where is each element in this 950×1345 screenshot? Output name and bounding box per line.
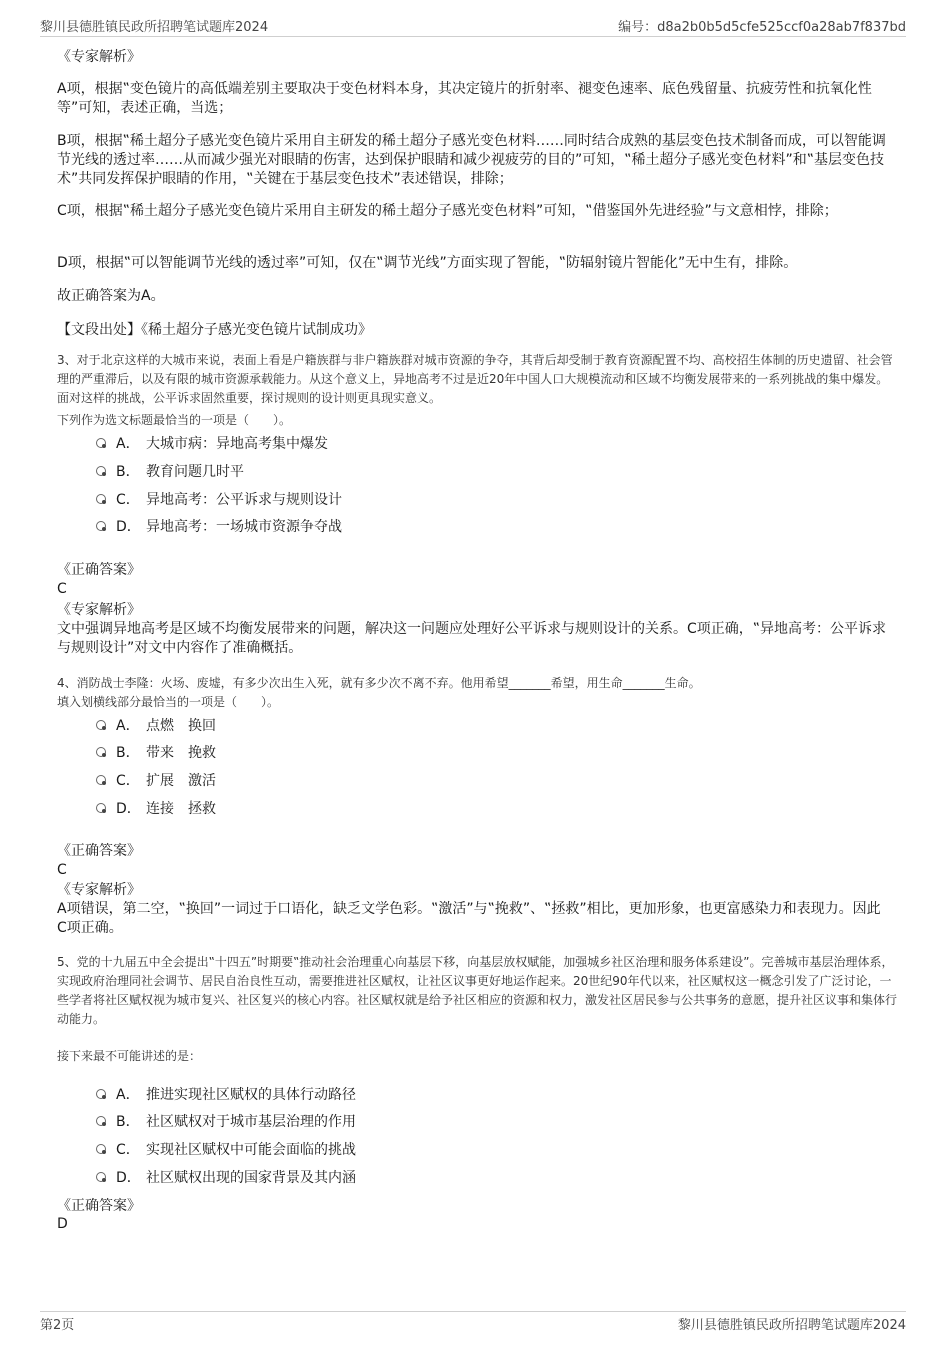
option-text: 带来 挽救 [146, 745, 216, 761]
q2-conclusion: 故正确答案为A。 [57, 288, 165, 304]
q5-prompt: 接下来最不可能讲述的是： [57, 1049, 202, 1063]
page-footer [40, 1311, 906, 1334]
option-letter: C． [116, 1142, 140, 1158]
q3-option-b[interactable] [96, 460, 244, 482]
option-text: 实现社区赋权中可能会面临的挑战 [146, 1142, 356, 1158]
q4-option-d[interactable] [96, 797, 216, 819]
q4-option-c[interactable] [96, 769, 216, 791]
q4-stem: 4、消防战士李隆：火场、废墟，有多少次出生入死，就有多少次不离不弃。他用希望_______希望，用生命_______生命。 [57, 676, 701, 690]
q3-analysis-label: 《专家解析》 [57, 602, 141, 618]
option-letter: A． [116, 1087, 140, 1103]
header-title: 黎川县德胜镇民政所招聘笔试题库2024 [40, 19, 269, 35]
q3-stem: 3、对于北京这样的大城市来说，表面上看是户籍族群与非户籍族群对城市资源的争夺，其背后却受制于教育资源配置不均、高校招生体制的历史遗留、社会管理的严重滞后，以及有限的城市资源承载能力。从这个意义上，异地高考不过是近20年中国人口大规模流动和区域不均衡发展带来的一系列挑战的集中爆发。面对这样的挑战，公平诉求固然重要，探讨规则的设计则更具现实意义。 [57, 353, 893, 405]
q3-analysis: 文中强调异地高考是区域不均衡发展带来的问题，解决这一问题应处理好公平诉求与规则设计的关系。C项正确，‟异地高考：公平诉求与规则设计”对文中内容作了准确概括。 [57, 621, 887, 656]
q4-analysis: A项错误，第二空，‟换回”一词过于口语化，缺乏文学色彩。‟激活”与‟挽救”、‟拯救”相比，更加形象，也更富感染力和表现力。因此C项正确。 [57, 901, 881, 936]
q3-prompt: 下列作为选文标题最恰当的一项是（ ）。 [57, 413, 292, 427]
q3-answer-label: 《正确答案》 [57, 562, 141, 578]
q4-option-b[interactable] [96, 741, 216, 763]
option-letter: B． [116, 464, 140, 480]
q5-answer: D [57, 1216, 68, 1232]
q4-option-a[interactable] [96, 714, 216, 736]
radio-icon[interactable] [96, 494, 106, 504]
option-letter: B． [116, 745, 140, 761]
page-header [40, 14, 906, 37]
header-code: 编号：d8a2b0b5d5cfe525ccf0a28ab7f837bd [618, 19, 906, 35]
q2-analysis-label: 《专家解析》 [57, 49, 141, 65]
q5-stem: 5、党的十九届五中全会提出‟十四五”时期要‟推动社会治理重心向基层下移，向基层放权赋能，加强城乡社区治理和服务体系建设”。完善城市基层治理体系，实现政府治理同社会调节、居民自治良性互动，需要推进社区赋权，让社区议事更好地运作起来。20世纪90年代以来，社区赋权这一概念引发了广泛讨论，一些学者将社区赋权视为城市复兴、社区复兴的核心内容。社区赋权就是给予社区相应的资源和权力，激发社区居民参与公共事务的意愿，提升社区议事和集体行动能力。 [57, 955, 898, 1026]
footer-page-number: 第2页 [40, 1317, 75, 1333]
radio-icon[interactable] [96, 1089, 106, 1099]
radio-icon[interactable] [96, 521, 106, 531]
q2-analysis-a: A项，根据‟变色镜片的高低端差别主要取决于变色材料本身，其决定镜片的折射率、褪变色速率、底色残留量、抗疲劳性和抗氧化性等”可知，表述正确，当选； [57, 81, 872, 116]
option-text: 社区赋权对于城市基层治理的作用 [146, 1114, 356, 1130]
radio-icon[interactable] [96, 1144, 106, 1154]
option-letter: C． [116, 492, 140, 508]
q3-option-d[interactable] [96, 515, 342, 537]
radio-icon[interactable] [96, 438, 106, 448]
option-text: 社区赋权出现的国家背景及其内涵 [146, 1170, 356, 1186]
option-letter: D． [116, 1170, 141, 1186]
option-text: 推进实现社区赋权的具体行动路径 [146, 1087, 356, 1103]
q3-option-c[interactable] [96, 488, 342, 510]
option-text: 异地高考：公平诉求与规则设计 [146, 492, 342, 508]
q2-source: 【文段出处】《稀土超分子感光变色镜片试制成功》 [57, 322, 372, 338]
q4-analysis-label: 《专家解析》 [57, 882, 141, 898]
q3-answer: C [57, 581, 67, 597]
option-letter: A． [116, 718, 140, 734]
option-text: 异地高考：一场城市资源争夺战 [146, 519, 342, 535]
q4-answer-label: 《正确答案》 [57, 843, 141, 859]
q4-prompt: 填入划横线部分最恰当的一项是（ ）。 [57, 695, 280, 709]
q3-option-a[interactable] [96, 432, 328, 454]
option-text: 连接 拯救 [146, 801, 216, 817]
q2-analysis-c: C项，根据‟稀土超分子感光变色镜片采用自主研发的稀土超分子感光变色材料”可知，‟借鉴国外先进经验”与文意相悖，排除； [57, 203, 838, 219]
option-letter: D． [116, 801, 141, 817]
option-text: 扩展 激活 [146, 773, 216, 789]
q5-option-d[interactable] [96, 1166, 356, 1188]
radio-icon[interactable] [96, 747, 106, 757]
option-letter: B． [116, 1114, 140, 1130]
q2-analysis-b: B项，根据‟稀土超分子感光变色镜片采用自主研发的稀土超分子感光变色材料……同时结合成熟的基层变色技术制备而成，可以智能调节光线的透过率……从而减少强光对眼睛的伤害，达到保护眼睛和减少视疲劳的目的”可知，‟稀土超分子感光变色材料”和‟基层变色技术”共同发挥保护眼睛的作用，‟关键在于基层变色技术”表述错误，排除； [57, 133, 886, 187]
q2-analysis-d: D项，根据‟可以智能调节光线的透过率”可知，仅在‟调节光线”方面实现了智能，‟防辐射镜片智能化”无中生有，排除。 [57, 255, 798, 271]
radio-icon[interactable] [96, 1172, 106, 1182]
radio-icon[interactable] [96, 466, 106, 476]
option-text: 点燃 换回 [146, 718, 216, 734]
option-text: 大城市病：异地高考集中爆发 [146, 436, 328, 452]
option-letter: A． [116, 436, 140, 452]
q5-option-a[interactable] [96, 1083, 356, 1105]
q5-option-c[interactable] [96, 1138, 356, 1160]
option-letter: D． [116, 519, 141, 535]
q4-answer: C [57, 862, 67, 878]
option-letter: C． [116, 773, 140, 789]
radio-icon[interactable] [96, 720, 106, 730]
footer-title: 黎川县德胜镇民政所招聘笔试题库2024 [677, 1317, 906, 1333]
q5-answer-label: 《正确答案》 [57, 1198, 141, 1214]
radio-icon[interactable] [96, 803, 106, 813]
radio-icon[interactable] [96, 1116, 106, 1126]
radio-icon[interactable] [96, 775, 106, 785]
q5-option-b[interactable] [96, 1110, 356, 1132]
option-text: 教育问题几时平 [146, 464, 244, 480]
